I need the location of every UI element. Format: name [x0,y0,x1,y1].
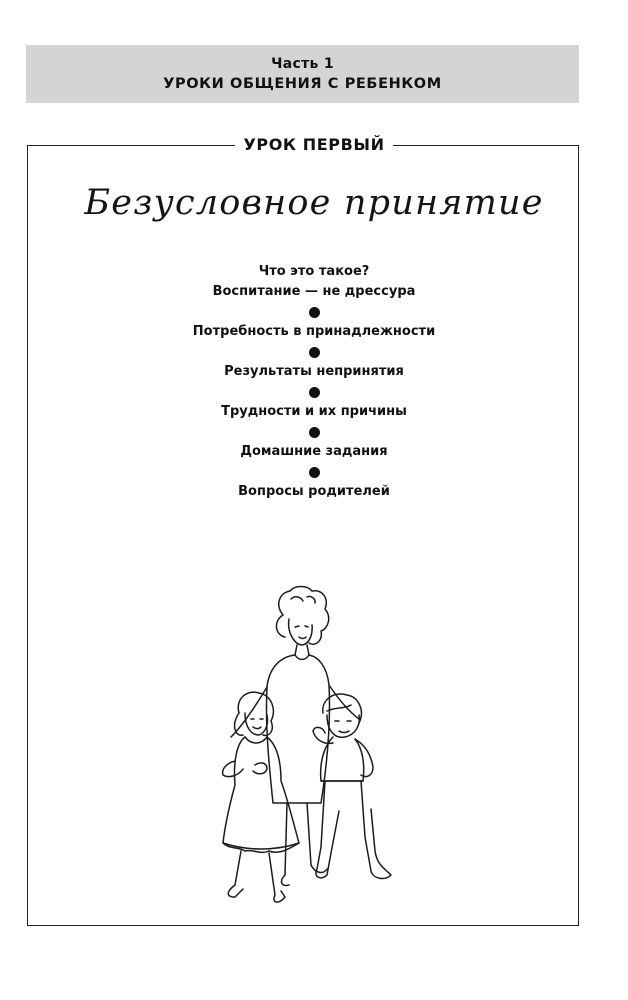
part-title: УРОКИ ОБЩЕНИЯ С РЕБЕНКОМ [163,75,442,92]
contents-item-questions: Вопросы родителей [238,484,390,499]
lesson-label: УРОК ПЕРВЫЙ [235,135,392,154]
contents-item-what-is-it: Что это такое? [258,264,370,279]
lesson-label-row [0,133,628,157]
contents-item-upbringing: Воспитание — не дрессура [212,284,416,299]
bullet-dot [309,307,320,318]
contents-item-difficulties: Трудности и их причины [221,404,407,419]
bullet-dot [309,347,320,358]
bullet-dot [309,427,320,438]
family-drawing [195,585,415,915]
bullet-dot [309,467,320,478]
mother-and-children-illustration [195,585,415,915]
lesson-contents [40,262,588,502]
lesson-title: Безусловное принятие [84,183,544,223]
bullet-dot [309,387,320,398]
part-number: Часть 1 [271,55,334,72]
contents-item-results: Результаты непринятия [224,364,404,379]
contents-item-need-to-belong: Потребность в принадлежности [192,324,436,339]
contents-item-homework: Домашние задания [240,444,388,459]
part-header [26,45,579,103]
